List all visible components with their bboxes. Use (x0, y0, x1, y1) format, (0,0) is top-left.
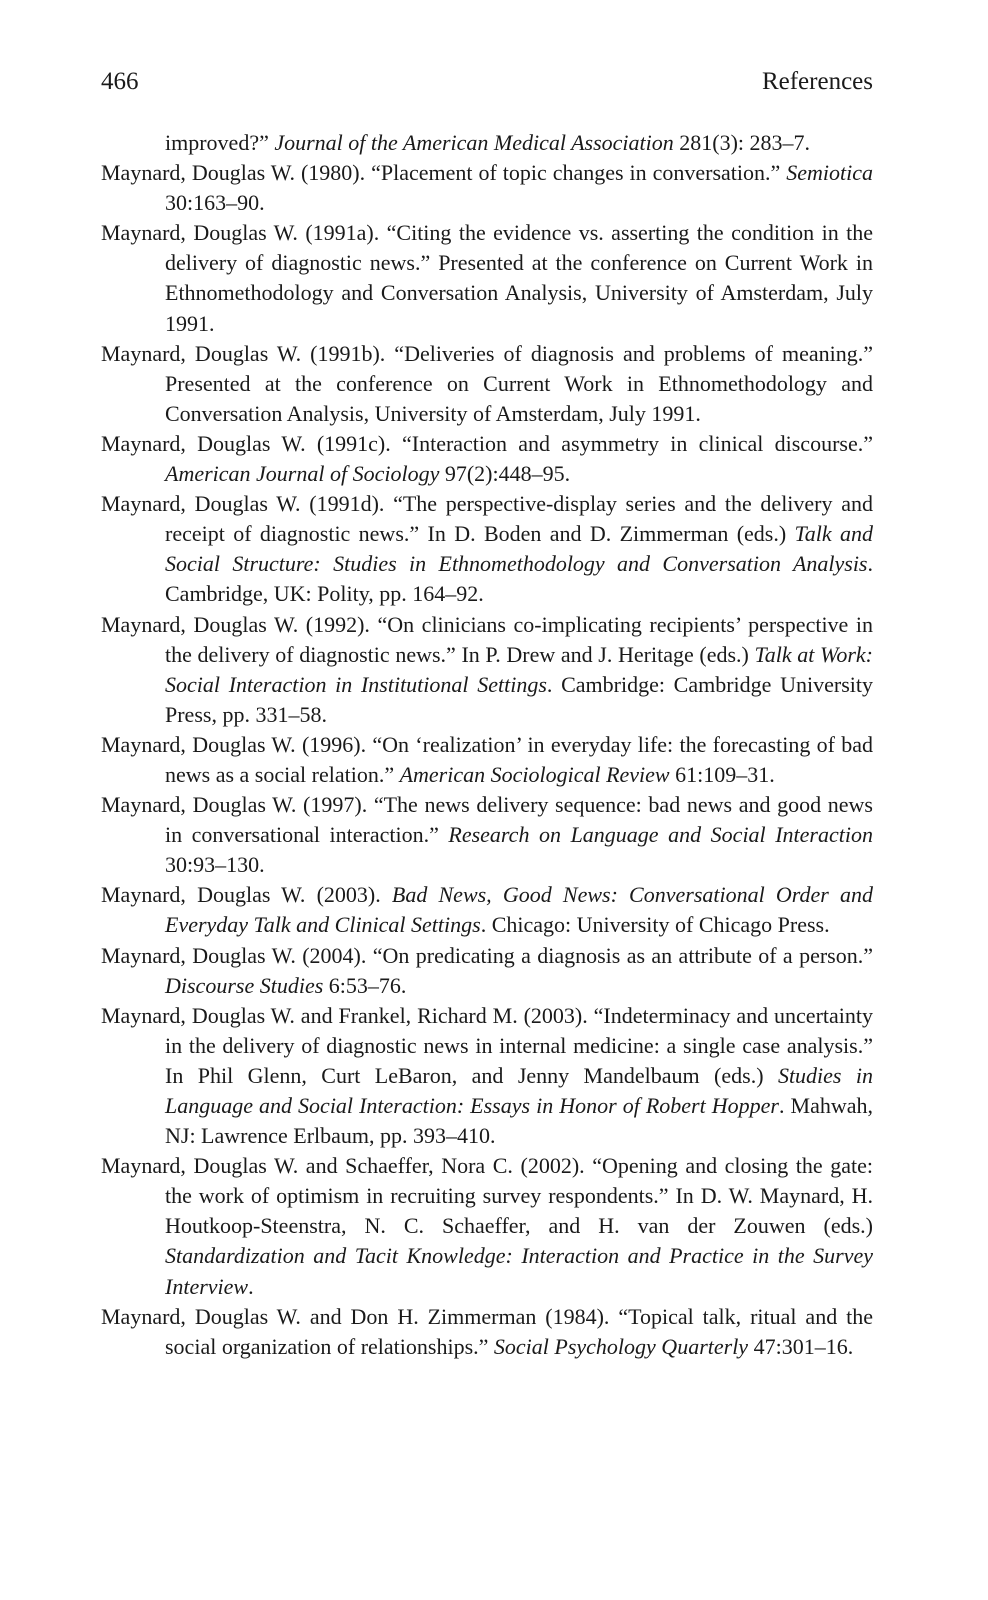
reference-text: Maynard, Douglas W. (1991d). “The perspective-display series and the delivery and receipt of diagnostic news.” In D. Boden and D. Zimmerman (eds.) (101, 491, 873, 547)
reference-entry (101, 429, 873, 489)
reference-entry (101, 610, 873, 730)
reference-entry (101, 1001, 873, 1151)
reference-text: Maynard, Douglas W. and Don H. Zimmerman (1984). “Topical talk, ritual and the social organization of relationships.” (101, 1303, 873, 1359)
running-head (101, 62, 873, 102)
reference-title-italic: Talk and Social Structure: Studies in Ethnomethodology and Conversation Analysis (165, 521, 873, 577)
reference-text: Maynard, Douglas W. (1992). “On clinicians co-implicating recipients’ perspective in the delivery of diagnostic news.” In P. Drew and J. Heritage (eds.) (101, 611, 873, 667)
reference-entry (101, 730, 873, 790)
reference-text: . (248, 1273, 254, 1299)
reference-text: 47:301–16. (748, 1333, 854, 1359)
reference-text: 30:93–130. (165, 852, 265, 878)
reference-title-italic: American Journal of Sociology (165, 461, 440, 487)
page-number: 466 (101, 68, 139, 95)
reference-title-italic: Talk at Work: Social Interaction in Institutional Settings (165, 641, 873, 697)
reference-text: . Mahwah, NJ: Lawrence Erlbaum, pp. 393–410. (165, 1093, 873, 1149)
reference-text: 30:163–90. (165, 190, 265, 216)
reference-text: 6:53–76. (323, 972, 407, 998)
reference-entry (101, 941, 873, 1001)
reference-text: Maynard, Douglas W. (1991c). “Interaction and asymmetry in clinical discourse.” (101, 430, 873, 456)
reference-text: Maynard, Douglas W. and Frankel, Richard M. (2003). “Indeterminacy and uncertainty in the delivery of diagnostic news in internal medicine: a single case analysis.” In Phil Glenn, Curt LeBaron, and Jenny Mandelbaum (eds.) (101, 1002, 873, 1088)
reference-entry (101, 1302, 873, 1362)
reference-text: Maynard, Douglas W. (1991b). “Deliveries of diagnosis and problems of meaning.” Presented at the conference on Current Work in Ethnomethodology and Conversation Analysis, University of Amsterdam, July 1991. (101, 340, 873, 426)
reference-title-italic: Standardization and Tacit Knowledge: Interaction and Practice in the Survey Interview (165, 1243, 873, 1299)
reference-text: Maynard, Douglas W. (2003). (101, 882, 392, 908)
reference-title-italic: Social Psychology Quarterly (493, 1333, 749, 1359)
reference-title-italic: Semiotica (786, 160, 873, 186)
reference-text: 97(2):448–95. (439, 461, 571, 487)
reference-text: Maynard, Douglas W. (1996). “On ‘realization’ in everyday life: the forecasting of bad news as a social relation.” (101, 731, 873, 787)
reference-text: improved?” (165, 130, 275, 155)
reference-text: Maynard, Douglas W. (1997). “The news delivery sequence: bad news and good news in conversational interaction.” (101, 792, 873, 848)
reference-list (101, 128, 873, 1362)
reference-entry (101, 218, 873, 338)
reference-title-italic: Studies in Language and Social Interaction: Essays in Honor of Robert Hopper (165, 1062, 874, 1118)
reference-text: Maynard, Douglas W. and Schaeffer, Nora C. (2002). “Opening and closing the gate: the work of optimism in recruiting survey respondents.” In D. W. Maynard, H. Houtkoop-Steenstra, N. C. Schaeffer, and H. van der Zouwen (eds.) (101, 1153, 873, 1239)
reference-title-italic: Discourse Studies (165, 972, 324, 998)
reference-text: Maynard, Douglas W. (1991a). “Citing the evidence vs. asserting the condition in the delivery of diagnostic news.” Presented at the conference on Current Work in Ethnomethodology and Conversation Analysis, University of Amsterdam, July 1991. (101, 220, 873, 336)
reference-title-italic: Research on Language and Social Interaction (448, 822, 873, 848)
reference-entry-continued (101, 128, 873, 158)
reference-text: 281(3): 283–7. (673, 130, 811, 155)
reference-title-italic: Bad News, Good News: Conversational Order and Everyday Talk and Clinical Settings (165, 882, 874, 938)
running-title: References (761, 68, 873, 95)
reference-text: . Chicago: University of Chicago Press. (480, 912, 830, 938)
reference-entry (101, 790, 873, 880)
reference-entry (101, 1151, 873, 1301)
reference-text: 61:109–31. (669, 761, 775, 787)
reference-text: Maynard, Douglas W. (2004). “On predicating a diagnosis as an attribute of a person.” (101, 942, 873, 968)
reference-title-italic: American Sociological Review (399, 761, 670, 787)
reference-entry (101, 158, 873, 218)
reference-entry (101, 880, 873, 940)
reference-text: . Cambridge: Cambridge University Press, pp. 331–58. (165, 671, 873, 727)
reference-entry (101, 489, 873, 609)
reference-text: Maynard, Douglas W. (1980). “Placement of topic changes in conversation.” (101, 160, 787, 186)
reference-title-italic: Journal of the American Medical Association (274, 130, 674, 155)
reference-entry (101, 339, 873, 429)
reference-text: . Cambridge, UK: Polity, pp. 164–92. (165, 551, 873, 607)
